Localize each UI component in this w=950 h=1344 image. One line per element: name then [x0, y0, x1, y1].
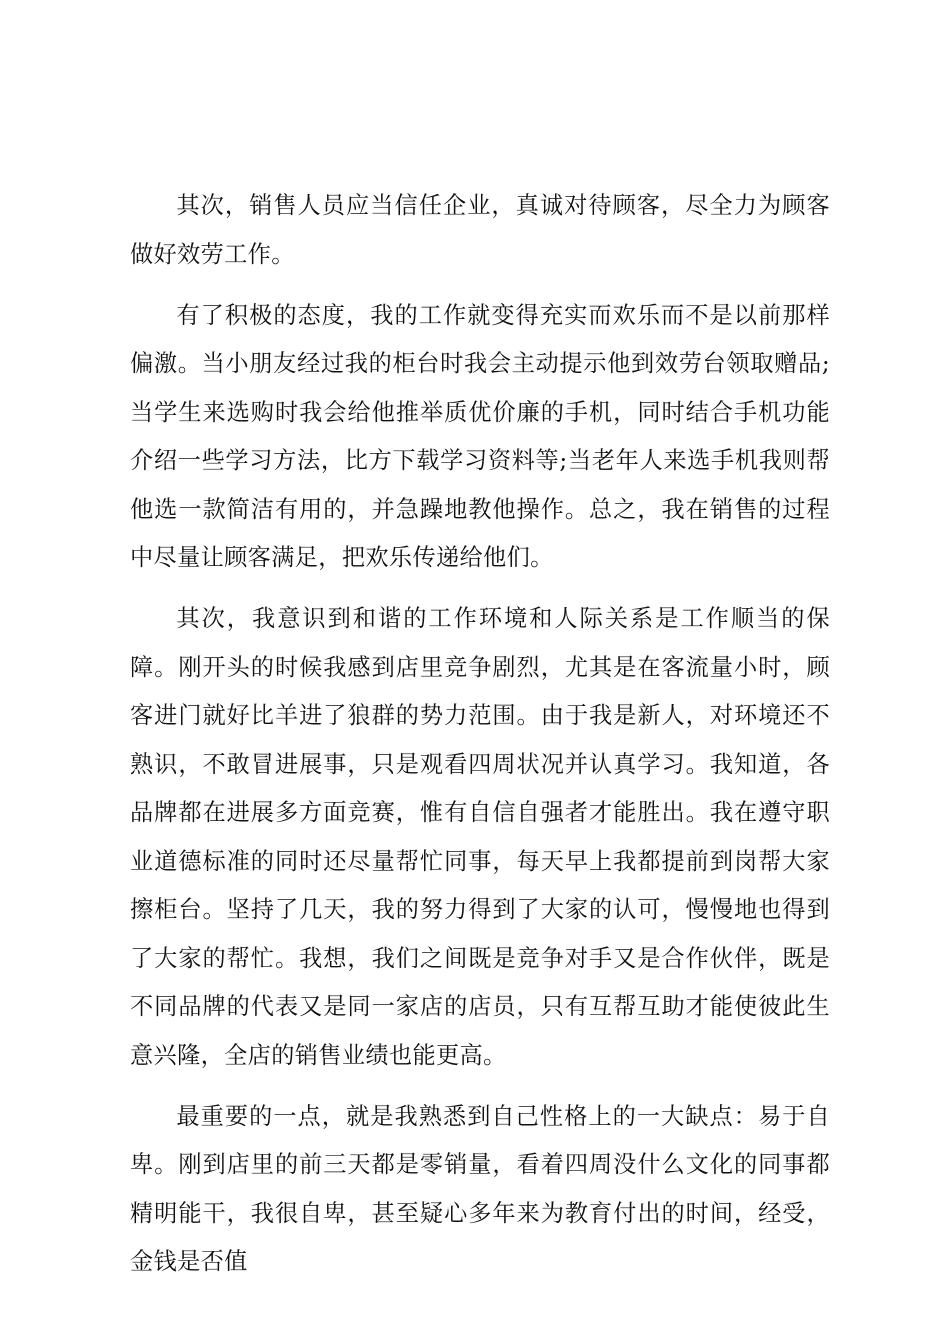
paragraph-4: 最重要的一点，就是我熟悉到自己性格上的一大缺点：易于自卑。刚到店里的前三天都是零销量，看着四周没什么文化的同事都精明能干，我很自卑，甚至疑心多年来为教育付出的时间，经受，金钱是否值 [130, 1102, 830, 1275]
paragraph-3: 其次，我意识到和谐的工作环境和人际关系是工作顺当的保障。刚开头的时候我感到店里竞争剧烈，尤其是在客流量小时，顾客进门就好比羊进了狼群的势力范围。由于我是新人，对环境还不熟识，不敢冒进展事，只是观看四周状况并认真学习。我知道，各品牌都在进展多方面竞赛，惟有自信自强者才能胜出。我在遵守职业道德标准的同时还尽量帮忙同事，每天早上我都提前到岗帮大家擦柜台。坚持了几天，我的努力得到了大家的认可，慢慢地也得到了大家的帮忙。我想，我们之间既是竞争对手又是合作伙伴，既是不同品牌的代表又是同一家店的店员，只有互帮互助才能使彼此生意兴隆，全店的销售业绩也能更高。 [130, 605, 830, 1069]
paragraph-1: 其次，销售人员应当信任企业，真诚对待顾客，尽全力为顾客做好效劳工作。 [130, 192, 830, 268]
paragraph-2: 有了积极的态度，我的工作就变得充实而欢乐而不是以前那样偏激。当小朋友经过我的柜台时我会主动提示他到效劳台领取赠品;当学生来选购时我会给他推举质优价廉的手机，同时结合手机功能介绍一些学习方法，比方下载学习资料等;当老年人来选手机我则帮他选一款简洁有用的，并急躁地教他操作。总之，我在销售的过程中尽量让顾客满足，把欢乐传递给他们。 [130, 301, 830, 571]
document-body [130, 182, 830, 1299]
